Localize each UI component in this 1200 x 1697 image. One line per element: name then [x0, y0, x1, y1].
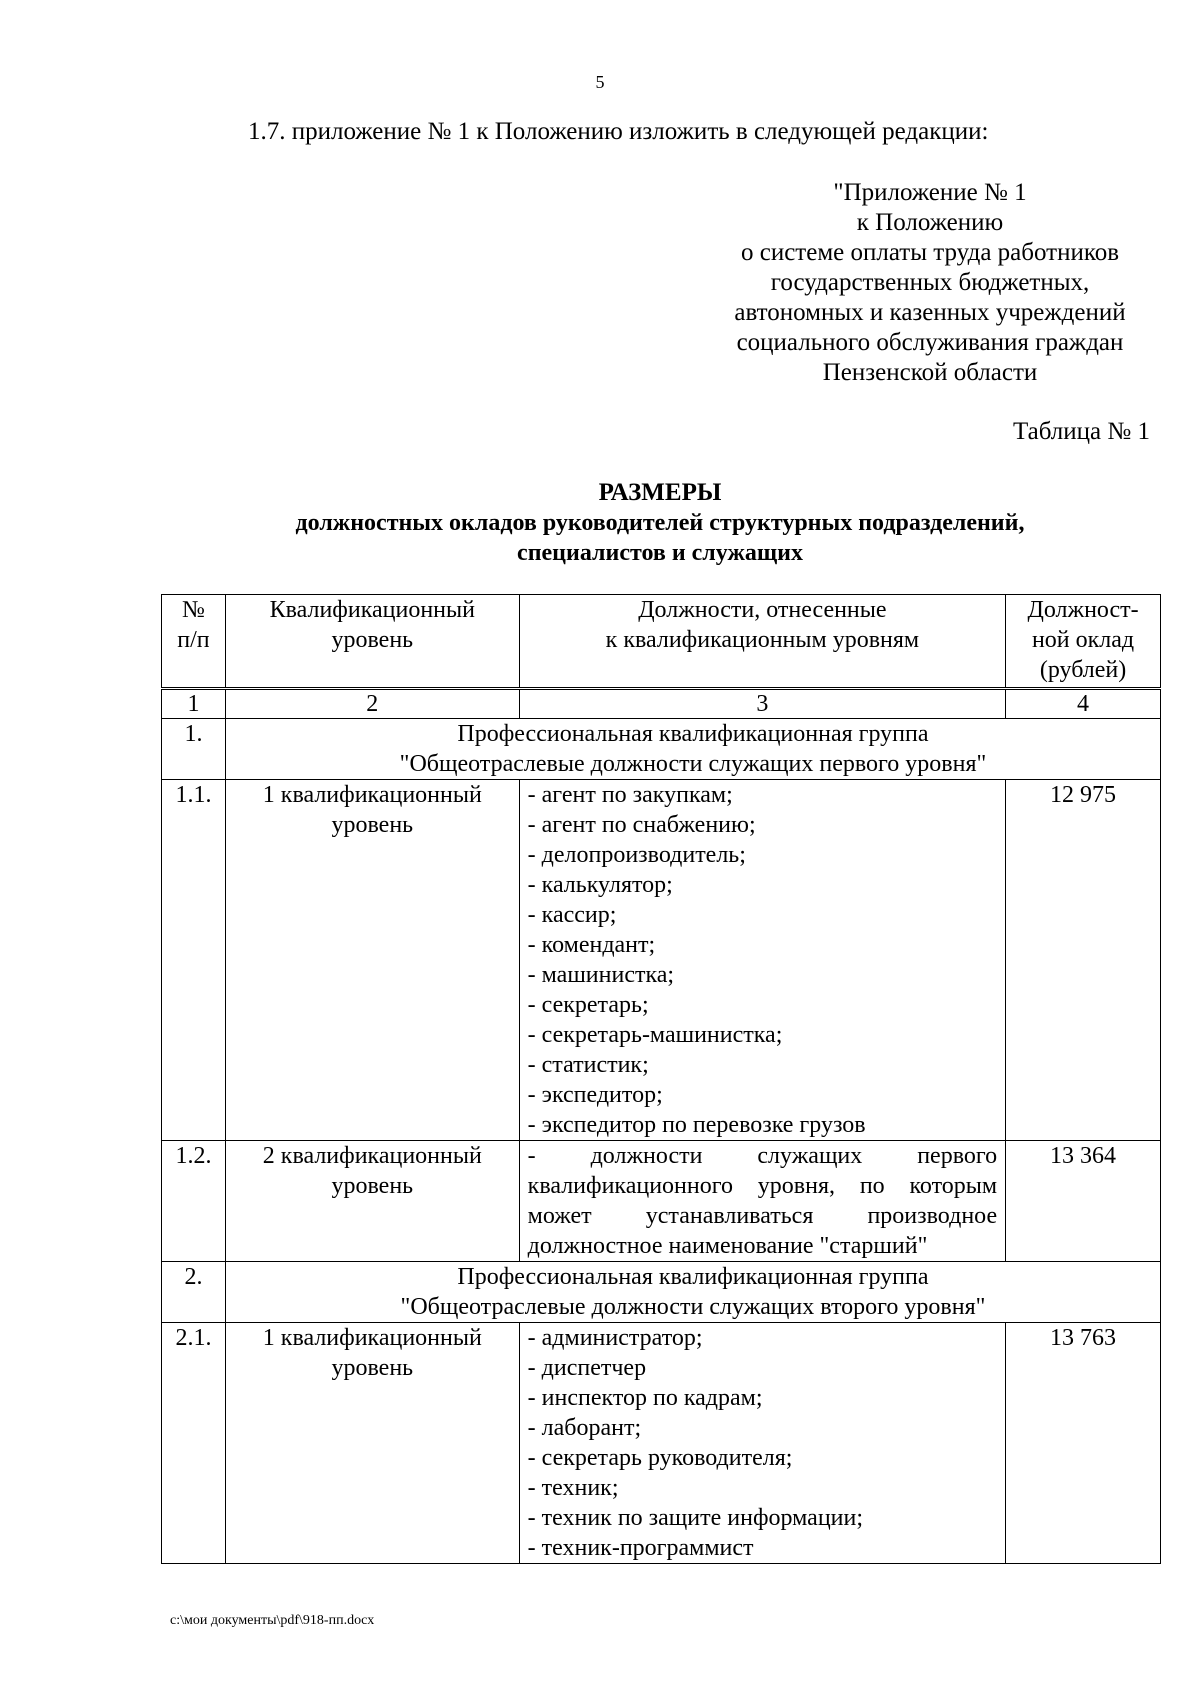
row-number: 2.1.: [162, 1323, 226, 1564]
level-line: 2 квалификационный: [262, 1143, 482, 1169]
position-item: - калькулятор;: [527, 872, 673, 898]
group-title-line: Профессиональная квалификационная группа: [457, 721, 929, 747]
position-item: - делопроизводитель;: [527, 842, 746, 868]
level-line: 1 квалификационный: [262, 1325, 482, 1351]
group-title-line: Профессиональная квалификационная группа: [457, 1264, 929, 1290]
positions-description: [519, 1141, 1005, 1262]
group-row: [162, 1262, 1161, 1323]
header-text: (рублей): [1039, 657, 1127, 683]
annex-line: автономных и казенных учреждений: [734, 299, 1126, 326]
document-title: [120, 478, 1200, 568]
position-item: - техник по защите информации;: [527, 1505, 864, 1531]
header-text: №: [182, 597, 205, 623]
column-number: 2: [225, 689, 519, 719]
title-line: РАЗМЕРЫ: [598, 479, 722, 506]
group-number: 2.: [162, 1262, 226, 1323]
annex-line: Пензенской области: [822, 359, 1038, 386]
amendment-intro: 1.7. приложение № 1 к Положению изложить в следующей редакции:: [248, 118, 989, 145]
position-item: - кассир;: [527, 902, 617, 928]
table-row: [162, 780, 1161, 1141]
header-text: к квалификационным уровням: [605, 627, 920, 653]
annex-line: о системе оплаты труда работников: [740, 239, 1120, 266]
position-line: квалификационного уровня, по которым: [527, 1173, 998, 1199]
position-item: - диспетчер: [527, 1355, 647, 1381]
qualification-level: [225, 780, 519, 1141]
positions-list: [519, 1323, 1005, 1564]
file-path-footer: с:\мои документы\pdf\918-пп.docx: [170, 1613, 375, 1628]
position-line: может устанавливаться производное: [527, 1203, 998, 1229]
positions-list: [519, 780, 1005, 1141]
qualification-level: [225, 1323, 519, 1564]
header-level: [225, 595, 519, 689]
header-text: ной оклад: [1031, 627, 1135, 653]
salary-value: 13 364: [1006, 1141, 1161, 1262]
title-line: специалистов и служащих: [517, 540, 803, 566]
annex-line: социального обслуживания граждан: [736, 329, 1124, 356]
header-text: уровень: [331, 627, 414, 653]
row-number: 1.2.: [162, 1141, 226, 1262]
position-item: - администратор;: [527, 1325, 703, 1351]
position-line: должностное наименование "старший": [527, 1233, 928, 1259]
salary-table: [161, 594, 1161, 1564]
header-text: Квалификационный: [269, 597, 475, 623]
position-item: - инспектор по кадрам;: [527, 1385, 763, 1411]
position-item: - агент по снабжению;: [527, 812, 756, 838]
column-number: 3: [519, 689, 1005, 719]
level-line: уровень: [331, 812, 414, 838]
header-text: Должности, отнесенные: [638, 597, 887, 623]
position-item: - экспедитор по перевозке грузов: [527, 1112, 866, 1138]
column-number: 1: [162, 689, 226, 719]
qualification-level: [225, 1141, 519, 1262]
position-item: - агент по закупкам;: [527, 782, 733, 808]
header-positions: [519, 595, 1005, 689]
position-item: - лаборант;: [527, 1415, 642, 1441]
table-row: [162, 1141, 1161, 1262]
column-number-row: [162, 689, 1161, 719]
salary-value: 12 975: [1006, 780, 1161, 1141]
page-number: 5: [595, 72, 605, 92]
group-title-line: "Общеотраслевые должности служащих второго уровня": [400, 1294, 986, 1320]
level-line: 1 квалификационный: [262, 782, 482, 808]
table-row: [162, 1323, 1161, 1564]
position-item: - экспедитор;: [527, 1082, 663, 1108]
position-item: - техник;: [527, 1475, 619, 1501]
annex-heading: [650, 178, 1200, 388]
position-item: - секретарь руководителя;: [527, 1445, 793, 1471]
annex-line: к Положению: [856, 209, 1004, 236]
header-text: Должност-: [1027, 597, 1139, 623]
header-salary: [1006, 595, 1161, 689]
position-item: - секретарь;: [527, 992, 649, 1018]
position-item: - статистик;: [527, 1052, 649, 1078]
group-title: [225, 719, 1160, 780]
title-line: должностных окладов руководителей структурных подразделений,: [295, 510, 1025, 536]
position-line: - должности служащих первого: [527, 1143, 998, 1169]
position-item: - техник-программист: [527, 1535, 754, 1561]
table-header-row: [162, 595, 1161, 689]
header-text: п/п: [177, 627, 210, 653]
level-line: уровень: [331, 1173, 414, 1199]
group-number: 1.: [162, 719, 226, 780]
salary-value: 13 763: [1006, 1323, 1161, 1564]
annex-line: "Приложение № 1: [833, 179, 1027, 206]
level-line: уровень: [331, 1355, 414, 1381]
group-row: [162, 719, 1161, 780]
annex-line: государственных бюджетных,: [770, 269, 1090, 296]
row-number: 1.1.: [162, 780, 226, 1141]
column-number: 4: [1006, 689, 1161, 719]
group-title-line: "Общеотраслевые должности служащих первого уровня": [399, 751, 987, 777]
table-label: Таблица № 1: [1012, 418, 1150, 445]
position-item: - комендант;: [527, 932, 656, 958]
position-item: - машинистка;: [527, 962, 675, 988]
header-number: [162, 595, 226, 689]
position-item: - секретарь-машинистка;: [527, 1022, 783, 1048]
group-title: [225, 1262, 1160, 1323]
